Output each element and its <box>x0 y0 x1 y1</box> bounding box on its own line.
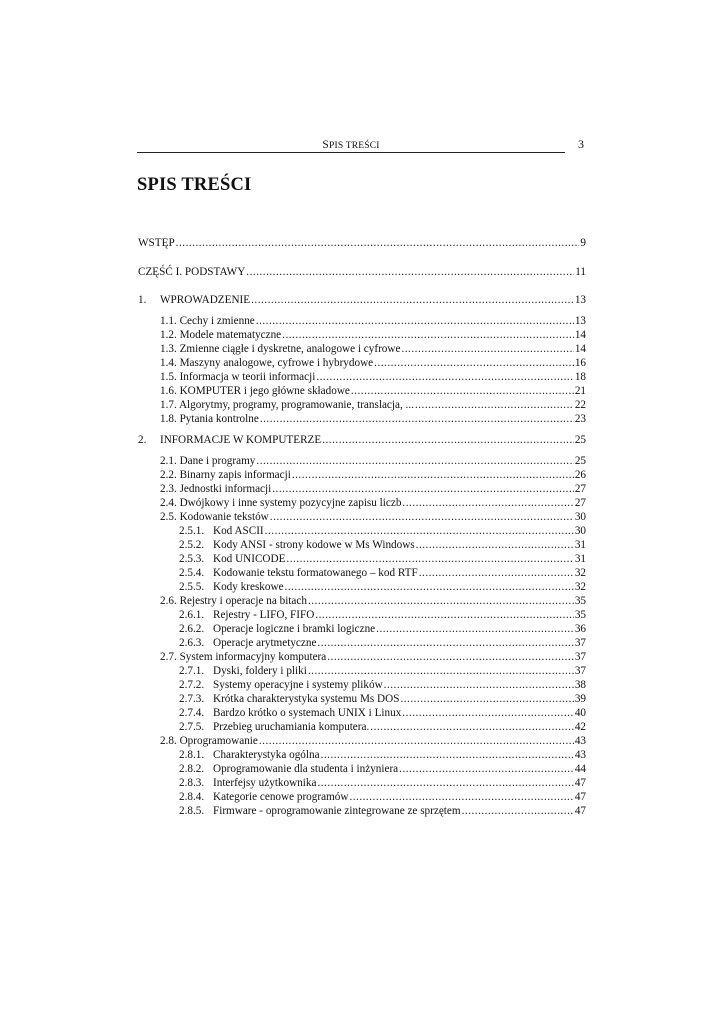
toc-entry-label: WSTĘP <box>138 237 175 249</box>
toc-leader-dots <box>317 776 573 790</box>
toc-entry-number: 2.7.2. <box>179 679 205 691</box>
toc-entry <box>160 328 586 342</box>
toc-entry-page: 43 <box>574 749 586 761</box>
toc-entry-page: 47 <box>574 791 586 803</box>
toc-entry-label: Interfejsy użytkownika <box>213 777 317 789</box>
toc-entry-number: 2.8.4. <box>179 791 205 803</box>
toc-entry <box>160 356 586 370</box>
toc-entry-page: 13 <box>574 315 586 327</box>
toc-leader-dots <box>316 370 573 384</box>
toc-entry <box>179 720 586 734</box>
toc-leader-dots <box>260 412 574 426</box>
toc-entry-label: Krótka charakterystyka systemu Ms DOS <box>213 693 400 705</box>
toc-entry-label: Operacje arytmetyczne <box>213 637 317 649</box>
toc-entry <box>160 314 586 328</box>
toc-entry-label: 2.5. Kodowanie tekstów <box>160 511 269 523</box>
toc-entry <box>160 468 586 482</box>
toc-entry-label: 1.5. Informacja w teorii informacji <box>160 371 316 383</box>
toc-entry-label: 1.4. Maszyny analogowe, cyfrowe i hybrydowe <box>160 357 374 369</box>
toc-entry-label: Kody kreskowe <box>213 581 284 593</box>
toc-entry-label: Firmware - oprogramowanie zintegrowane ze sprzętem <box>213 805 461 817</box>
toc-entry-label: 2.6. Rejestry i operacje na bitach <box>160 595 307 607</box>
toc-entry <box>160 412 586 426</box>
toc-entry-page: 38 <box>574 679 586 691</box>
toc-entry <box>160 384 586 398</box>
toc-entry-number: 2.7.4. <box>179 707 205 719</box>
toc-entry <box>179 790 586 804</box>
toc-entry-label: Przebieg uruchamiania komputera. <box>213 721 370 733</box>
toc-entry-label: 2.8. Oprogramowanie <box>160 735 258 747</box>
toc-entry-label: INFORMACJE W KOMPUTERZE <box>160 434 322 446</box>
toc-entry-page: 42 <box>574 721 586 733</box>
toc-entry <box>179 566 586 580</box>
toc-entry-page: 27 <box>574 483 586 495</box>
toc-entry-number: 2.8.3. <box>179 777 205 789</box>
toc-entry <box>138 236 586 250</box>
toc-leader-dots <box>256 454 573 468</box>
page-number: 3 <box>578 137 584 151</box>
toc-leader-dots <box>462 804 574 818</box>
toc-entry-number: 2.5.4. <box>179 567 205 579</box>
toc-entry-number: 2.8.1. <box>179 749 205 761</box>
toc-entry-page: 13 <box>574 294 586 306</box>
toc-entry-page: 35 <box>574 595 586 607</box>
toc-entry <box>179 608 586 622</box>
toc-entry-label: Bardzo krótko o systemach UNIX i Linux <box>213 707 402 719</box>
toc-entry-label: Kategorie cenowe programów <box>213 791 349 803</box>
toc-entry <box>160 510 586 524</box>
toc-entry-page: 40 <box>574 707 586 719</box>
running-header-title: SPIS TREŚCI <box>322 139 380 151</box>
toc-leader-dots <box>259 734 574 748</box>
toc-entry <box>160 482 586 496</box>
toc-entry-label: 1.1. Cechy i zmienne <box>160 315 255 327</box>
toc-entry-label: 1.2. Modele matematyczne <box>160 329 282 341</box>
toc-entry-page: 47 <box>574 777 586 789</box>
toc-entry-number: 2.5.1. <box>179 525 205 537</box>
toc-entry-number: 2.6.1. <box>179 609 205 621</box>
toc-entry-page: 31 <box>574 553 586 565</box>
toc-entry-label: Kody ANSI - strony kodowe w Ms Windows <box>213 539 415 551</box>
toc-entry-page: 22 <box>574 399 586 411</box>
toc-entry-page: 37 <box>574 665 586 677</box>
toc-leader-dots <box>376 622 574 636</box>
toc-entry <box>179 524 586 538</box>
toc-entry <box>160 734 586 748</box>
toc-entry <box>179 776 586 790</box>
toc-leader-dots <box>384 678 574 692</box>
toc-entry-number: 2.8.2. <box>179 763 205 775</box>
toc-entry-label: 1.6. KOMPUTER i jego główne składowe <box>160 385 350 397</box>
toc-entry-label: 2.1. Dane i programy <box>160 455 256 467</box>
toc-entry-page: 43 <box>574 735 586 747</box>
toc-entry-page: 14 <box>574 343 586 355</box>
toc-entry-page: 36 <box>574 623 586 635</box>
toc-entry-page: 30 <box>574 511 586 523</box>
toc-entry <box>160 370 586 384</box>
toc-entry-number: 2.5.5. <box>179 581 205 593</box>
toc-entry <box>160 454 586 468</box>
toc-leader-dots <box>317 636 573 650</box>
toc-leader-dots <box>285 580 574 594</box>
toc-leader-dots <box>402 496 573 510</box>
toc-entry-number: 2.6.3. <box>179 637 205 649</box>
toc-entry-label: 2.3. Jednostki informacji <box>160 483 272 495</box>
toc-entry-number: 2.8.5. <box>179 805 205 817</box>
toc-entry-page: 47 <box>574 805 586 817</box>
toc-entry <box>179 636 586 650</box>
toc-entry-label: Dyski, foldery i pliki <box>213 665 307 677</box>
toc-entry <box>138 433 586 447</box>
toc-entry-label: Kodowanie tekstu formatowanego – kod RTF <box>213 567 418 579</box>
toc-leader-dots <box>265 524 574 538</box>
toc-entry-number: 2.6.2. <box>179 623 205 635</box>
toc-entry-label: Systemy operacyjne i systemy plików <box>213 679 383 691</box>
toc-entry-page: 37 <box>574 651 586 663</box>
toc-leader-dots <box>251 293 574 307</box>
toc-entry-number: 1. <box>138 294 147 306</box>
toc-entry-page: 35 <box>574 609 586 621</box>
toc-entry-page: 44 <box>574 763 586 775</box>
toc-entry <box>179 804 586 818</box>
toc-entry-label: Rejestry - LIFO, FIFO <box>213 609 315 621</box>
toc-leader-dots <box>416 538 574 552</box>
toc-entry-page: 9 <box>580 237 586 249</box>
toc-entry-label: Kod ASCII <box>213 525 264 537</box>
toc-leader-dots <box>246 265 574 279</box>
toc-entry-number: 2.7.1. <box>179 665 205 677</box>
toc-entry <box>160 496 586 510</box>
toc-leader-dots <box>176 236 580 250</box>
toc-leader-dots <box>286 552 573 566</box>
toc-leader-dots <box>401 342 573 356</box>
toc-entry <box>179 748 586 762</box>
toc-entry <box>160 594 586 608</box>
toc-leader-dots <box>270 510 574 524</box>
page-title: SPIS TREŚCI <box>137 175 252 195</box>
toc-entry-page: 32 <box>574 581 586 593</box>
toc-entry <box>138 265 586 279</box>
toc-leader-dots <box>349 790 573 804</box>
toc-leader-dots <box>315 608 574 622</box>
toc-entry-page: 30 <box>574 525 586 537</box>
toc-leader-dots <box>256 314 574 328</box>
toc-leader-dots <box>402 706 574 720</box>
toc-entry-number: 2.5.3. <box>179 553 205 565</box>
toc-entry <box>179 538 586 552</box>
toc-entry <box>179 678 586 692</box>
toc-entry-page: 27 <box>574 497 586 509</box>
toc-entry-page: 25 <box>574 455 586 467</box>
toc-entry-page: 16 <box>574 357 586 369</box>
toc-leader-dots <box>321 748 574 762</box>
toc-entry <box>179 762 586 776</box>
toc-entry <box>179 664 586 678</box>
toc-entry-label: 2.2. Binarny zapis informacji <box>160 469 291 481</box>
toc-entry-number: 2.7.5. <box>179 721 205 733</box>
toc-entry <box>179 552 586 566</box>
toc-entry-number: 2.5.2. <box>179 539 205 551</box>
toc-entry-label: WPROWADZENIE <box>160 294 251 306</box>
toc-entry-label: Kod UNICODE <box>213 553 286 565</box>
toc-entry-page: 23 <box>574 413 586 425</box>
toc-entry-page: 21 <box>574 385 586 397</box>
toc-entry-page: 32 <box>574 567 586 579</box>
toc-entry <box>138 293 586 307</box>
toc-entry-label: 2.4. Dwójkowy i inne systemy pozycyjne zapisu liczb <box>160 497 402 509</box>
toc-entry <box>179 706 586 720</box>
toc-leader-dots <box>308 664 574 678</box>
toc-entry <box>160 398 586 412</box>
toc-entry-page: 11 <box>575 266 586 278</box>
toc-entry-page: 39 <box>574 693 586 705</box>
toc-entry-page: 18 <box>574 371 586 383</box>
toc-entry-page: 31 <box>574 539 586 551</box>
toc-entry-page: 14 <box>574 329 586 341</box>
toc-entry <box>179 580 586 594</box>
toc-leader-dots <box>292 468 574 482</box>
toc-entry-page: 26 <box>574 469 586 481</box>
toc-leader-dots <box>399 762 574 776</box>
toc-entry-page: 37 <box>574 637 586 649</box>
toc-leader-dots <box>374 356 574 370</box>
toc-entry-label: Charakterystyka ogólna <box>213 749 320 761</box>
toc-entry-label: 1.8. Pytania kontrolne <box>160 413 259 425</box>
toc-leader-dots <box>282 328 574 342</box>
toc-entry <box>160 650 586 664</box>
toc-entry <box>179 692 586 706</box>
toc-entry-label: 2.7. System informacyjny komputera <box>160 651 327 663</box>
toc-leader-dots <box>322 433 574 447</box>
toc-leader-dots <box>308 594 574 608</box>
toc-entry-label: Operacje logiczne i bramki logiczne <box>213 623 376 635</box>
toc-leader-dots <box>272 482 574 496</box>
toc-entry-page: 25 <box>574 434 586 446</box>
toc-entry-number: 2.7.3. <box>179 693 205 705</box>
toc-entry-label: CZĘŚĆ I. PODSTAWY <box>138 266 246 278</box>
toc-leader-dots <box>400 692 573 706</box>
toc-entry-label: 1.7. Algorytmy, programy, programowanie, translacja, ... <box>160 399 414 411</box>
toc-leader-dots <box>415 398 574 412</box>
toc-entry <box>160 342 586 356</box>
toc-entry-number: 2. <box>138 434 147 446</box>
toc-leader-dots <box>370 720 574 734</box>
toc-leader-dots <box>351 384 574 398</box>
toc-leader-dots <box>419 566 574 580</box>
toc-leader-dots <box>327 650 574 664</box>
toc-entry-label: 1.3. Zmienne ciągłe i dyskretne, analogowe i cyfrowe <box>160 343 401 355</box>
toc-entry-label: Oprogramowanie dla studenta i inżyniera <box>213 763 399 775</box>
toc-entry <box>179 622 586 636</box>
